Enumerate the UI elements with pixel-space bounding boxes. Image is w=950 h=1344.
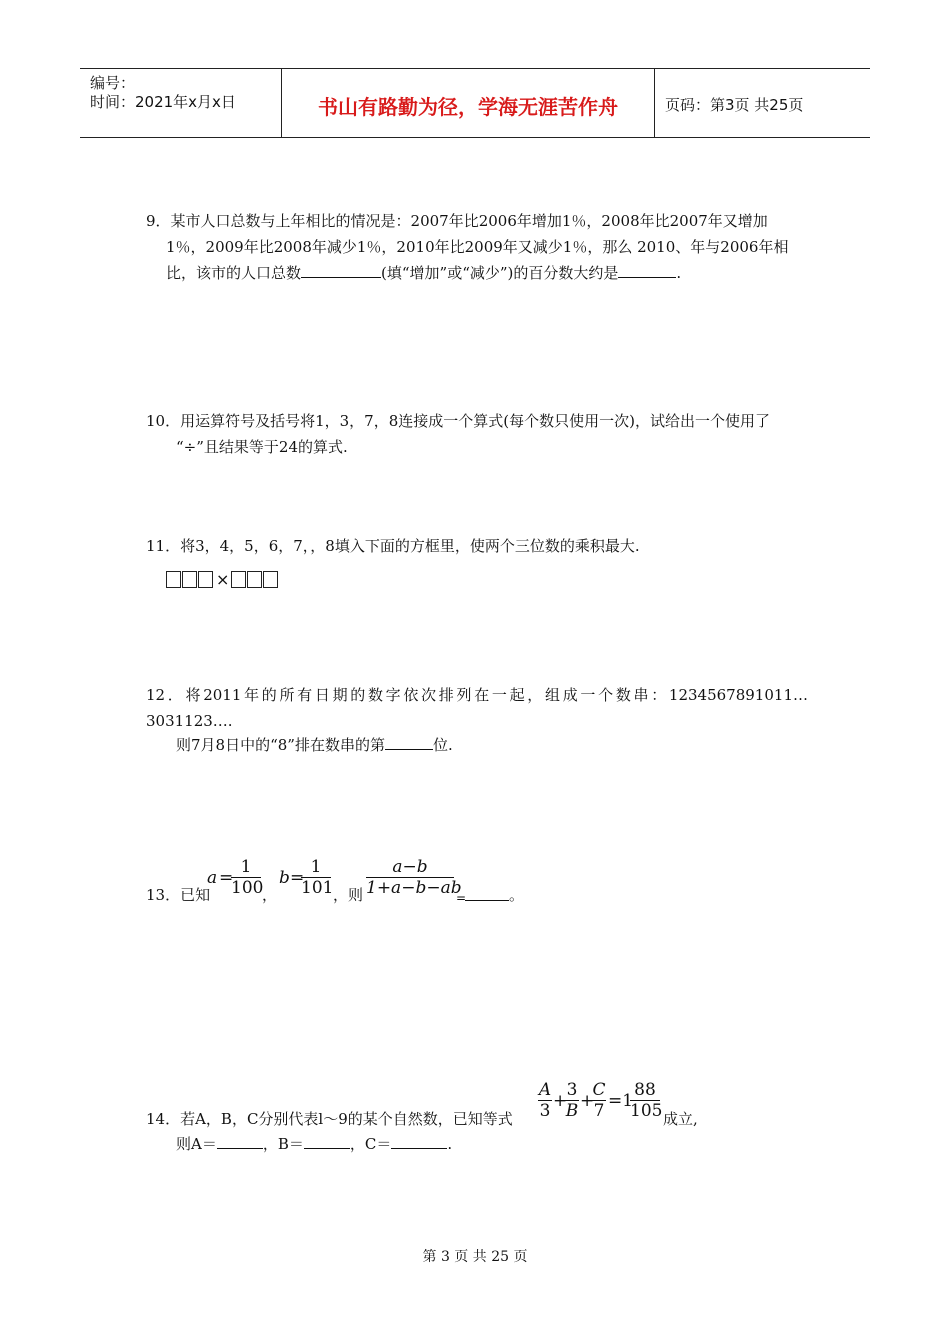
q9-line2: 1％，2009年比2008年减少1％，2010年比2009年又减少1％，那么 2010、年与2006年相	[166, 238, 789, 256]
code-label: 编号：	[90, 74, 136, 92]
q14-label-c: ，C＝	[349, 1135, 392, 1153]
q12-text-a: 则7月8日中的“8”排在数串的第	[176, 736, 385, 754]
page-info: 页码：第3页 共25页	[665, 96, 804, 114]
q13-tail-eq: =	[456, 891, 467, 905]
frac-denominator: 101	[301, 878, 334, 898]
q12-text-b: 位.	[432, 736, 453, 754]
time-label: 时间：2021年x月x日	[90, 93, 236, 111]
q9-line3	[166, 260, 681, 286]
frac-numerator: 3	[566, 1080, 578, 1100]
q13-eq-b: =	[290, 868, 305, 888]
q14-plus-1: +	[553, 1091, 568, 1111]
page-header	[80, 68, 870, 138]
times-sign: ×	[216, 570, 230, 589]
q14-frac-3	[592, 1080, 606, 1121]
q13-frac-a	[231, 857, 264, 898]
frac-denominator: 1+a−b−ab	[366, 878, 462, 898]
q10-line1: 10．用运算符号及括号将1，3，7，8连接成一个算式(每个数只使用一次)，试给出一个使用了	[146, 412, 770, 430]
q13-var-a: a	[207, 868, 218, 888]
frac-numerator: 1	[240, 857, 252, 877]
q9-line1: 9．某市人口总数与上年相比的情况是：2007年比2006年增加1％，2008年比2007年又增加	[146, 212, 768, 230]
q10-line2: “÷”且结果等于24的算式.	[176, 438, 348, 456]
q13-frac-expr	[366, 857, 462, 898]
digit-box[interactable]	[231, 571, 246, 588]
frac-numerator: A	[538, 1080, 552, 1100]
q12-line1: 12．将2011年的所有日期的数字依次排列在一起，组成一个数串：1234567891011…	[146, 686, 808, 704]
q14-frac-1	[538, 1080, 552, 1121]
q14-frac-4	[630, 1080, 663, 1121]
q14-eq-one: =1	[608, 1091, 634, 1111]
q9-text-a: 比，该市的人口总数	[166, 264, 302, 282]
frac-denominator: 105	[630, 1101, 663, 1121]
header-motto-cell	[282, 69, 655, 137]
q14-label-b: ，B＝	[262, 1135, 304, 1153]
q13-blank[interactable]	[465, 885, 509, 901]
q14-blank-b[interactable]	[304, 1133, 350, 1149]
frac-numerator: 1	[310, 857, 322, 877]
q13-sep1: ，	[262, 886, 278, 904]
frac-denominator: 7	[593, 1101, 605, 1121]
q14-line2	[176, 1131, 452, 1157]
frac-numerator: a−b	[392, 857, 428, 877]
q14-label-a: 则A＝	[176, 1135, 217, 1153]
q13-frac-b	[301, 857, 334, 898]
q14-blank-a[interactable]	[217, 1133, 263, 1149]
frac-denominator: 3	[539, 1101, 551, 1121]
frac-numerator: C	[592, 1080, 606, 1100]
q11-line1: 11．将3，4，5，6，7，，8填入下面的方框里，使两个三位数的乘积最大.	[146, 537, 640, 555]
q14-end: .	[447, 1135, 453, 1153]
q9-blank-1[interactable]	[301, 262, 381, 278]
q9-text-b: (填“增加”或“减少”)的百分数大约是	[381, 264, 619, 282]
q13-tail-end: 。	[509, 886, 525, 904]
q13-var-b: b	[279, 868, 290, 888]
q14-line1: 14．若A，B，C分别代表l～9的某个自然数，已知等式	[146, 1110, 513, 1128]
digit-box[interactable]	[263, 571, 278, 588]
frac-numerator: 88	[634, 1080, 656, 1100]
q12-line3	[176, 732, 453, 758]
q14-blank-c[interactable]	[391, 1133, 447, 1149]
digit-box[interactable]	[166, 571, 181, 588]
q14-suffix: 成立,	[663, 1110, 698, 1128]
page-footer: 第 3 页 共 25 页	[422, 1249, 528, 1265]
digit-box[interactable]	[182, 571, 197, 588]
q13-sep2: ，则	[333, 886, 364, 904]
q11-boxes	[166, 570, 279, 589]
q14-plus-2: +	[580, 1091, 595, 1111]
frac-denominator: 100	[231, 878, 264, 898]
frac-denominator: B	[565, 1101, 579, 1121]
digit-box[interactable]	[198, 571, 213, 588]
q14-frac-2	[565, 1080, 579, 1121]
q12-line2: 3031123….	[146, 712, 233, 730]
header-meta-cell	[80, 69, 282, 137]
header-page-cell	[655, 69, 870, 137]
q9-text-c: .	[676, 264, 682, 282]
q12-blank[interactable]	[385, 734, 433, 750]
digit-box[interactable]	[247, 571, 262, 588]
q13-eq-a: =	[219, 868, 234, 888]
motto: 书山有路勤为径，学海无涯苦作舟	[318, 95, 618, 119]
q9-blank-2[interactable]	[618, 262, 676, 278]
q13-prefix: 13．已知	[146, 886, 211, 904]
